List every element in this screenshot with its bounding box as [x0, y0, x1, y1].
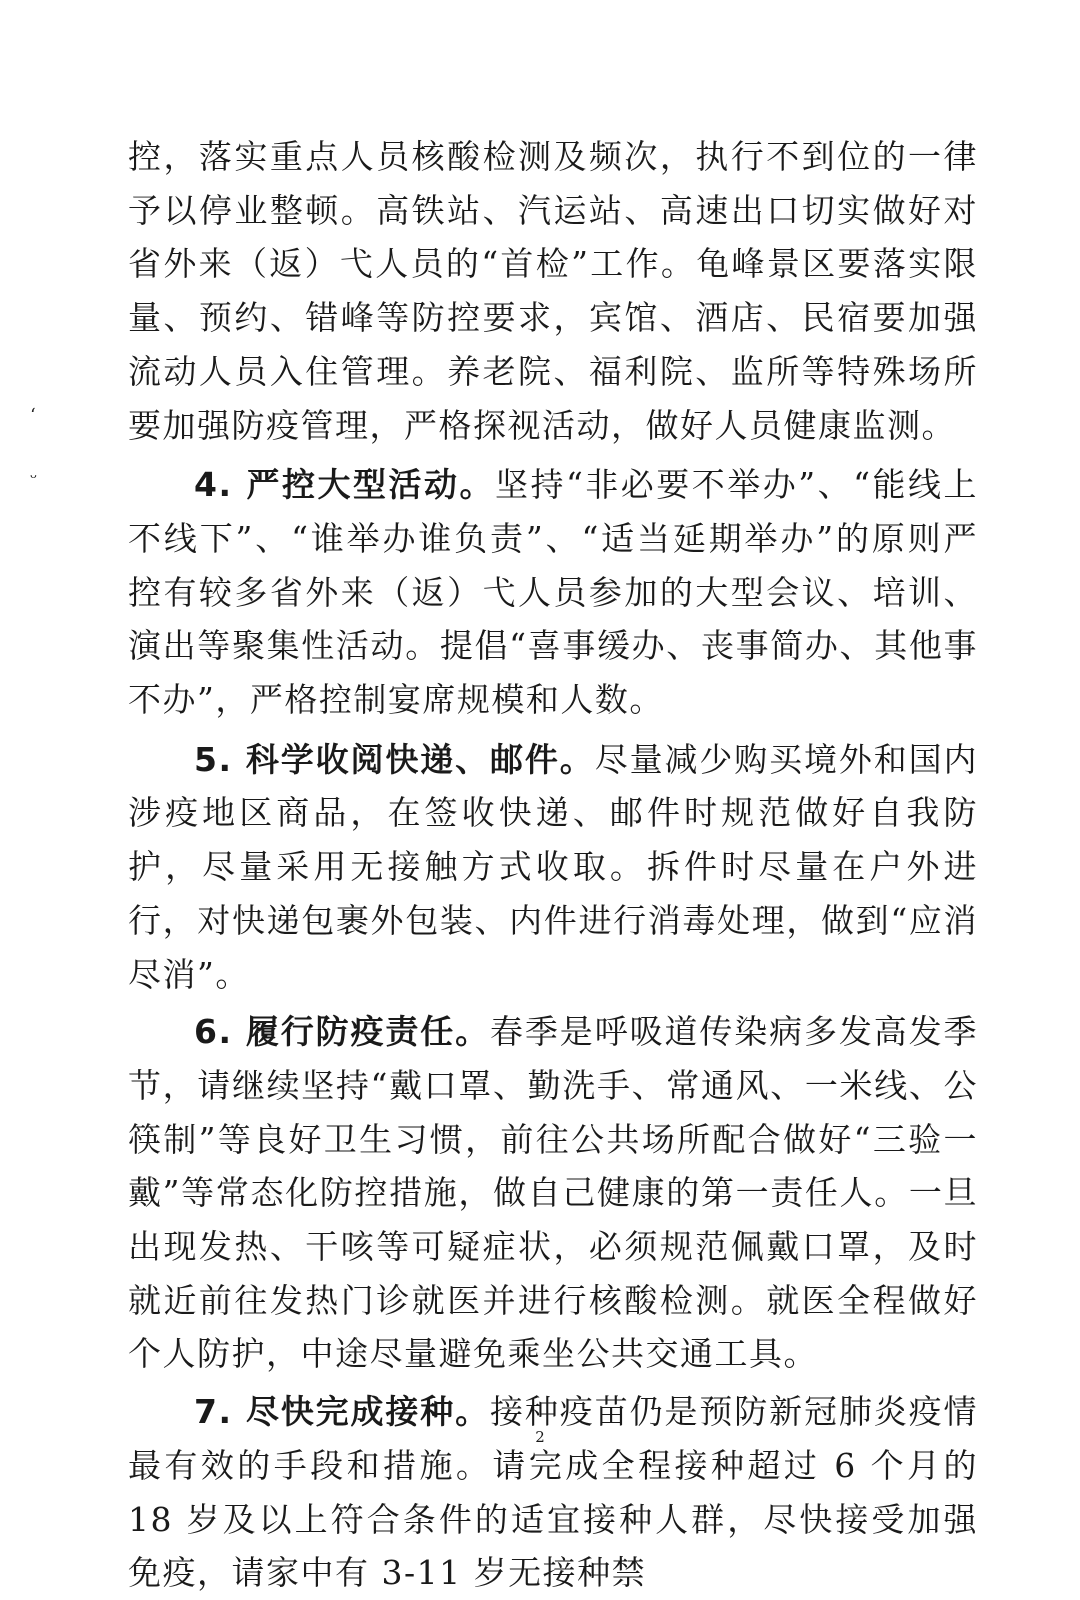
paragraph-text: 控，落实重点人员核酸检测及频次，执行不到位的一律予以停业整顿。高铁站、汽运站、高速出口切实做好对省外来（返）弋人员的“首检”工作。龟峰景区要落实限量、预约、错峰等防控要求，宾馆、酒店、民宿要加强流动人员入住管理。养老院、福利院、监所等特殊场所要加强防疫管理，严格探视活动，做好人员健康监测。 — [128, 137, 978, 445]
paragraph-item-7 — [128, 1385, 978, 1600]
paragraph-continuation — [128, 130, 978, 452]
paragraph-text: 尽量减少购买境外和国内涉疫地区商品，在签收快递、邮件时规范做好自我防护，尽量采用无接触方式收取。拆件时尽量在户外进行，对快递包裹外包装、内件进行消毒处理，做到“应消尽消”。 — [128, 739, 978, 994]
paragraph-item-6 — [128, 1005, 978, 1381]
paragraph-heading: 6. 履行防疫责任。 — [194, 1012, 491, 1052]
paragraph-heading: 7. 尽快完成接种。 — [194, 1392, 491, 1432]
paragraph-heading: 5. 科学收阅快递、邮件。 — [194, 739, 595, 779]
page-number: 2 — [535, 1428, 545, 1446]
margin-mark: ʻ — [30, 405, 36, 426]
paragraph-text: 坚持“非必要不举办”、“能线上不线下”、“谁举办谁负责”、“适当延期举办”的原则严控有较多省外来（返）弋人员参加的大型会议、培训、演出等聚集性活动。提倡“喜事缓办、丧事简办、其他事不办”，严格控制宴席规模和人数。 — [128, 465, 978, 720]
paragraph-item-4 — [128, 458, 978, 727]
margin-mark: ᵕ — [30, 468, 37, 489]
paragraph-item-5 — [128, 733, 978, 1002]
paragraph-text: 春季是呼吸道传染病多发高发季节，请继续坚持“戴口罩、勤洗手、常通风、一米线、公筷制”等良好卫生习惯，前往公共场所配合做好“三验一戴”等常态化防控措施，做自己健康的第一责任人。一旦出现发热、干咳等可疑症状，必须规范佩戴口罩，及时就近前往发热门诊就医并进行核酸检测。就医全程做好个人防护，中途尽量避免乘坐公共交通工具。 — [128, 1012, 978, 1374]
paragraph-text: 接种疫苗仍是预防新冠肺炎疫情最有效的手段和措施。请完成全程接种超过 6 个月的 18 岁及以上符合条件的适宜接种人群，尽快接受加强免疫，请家中有 3-11 岁无接种禁 — [128, 1392, 978, 1593]
document-body — [128, 130, 978, 1600]
paragraph-heading: 4. 严控大型活动。 — [194, 465, 495, 505]
